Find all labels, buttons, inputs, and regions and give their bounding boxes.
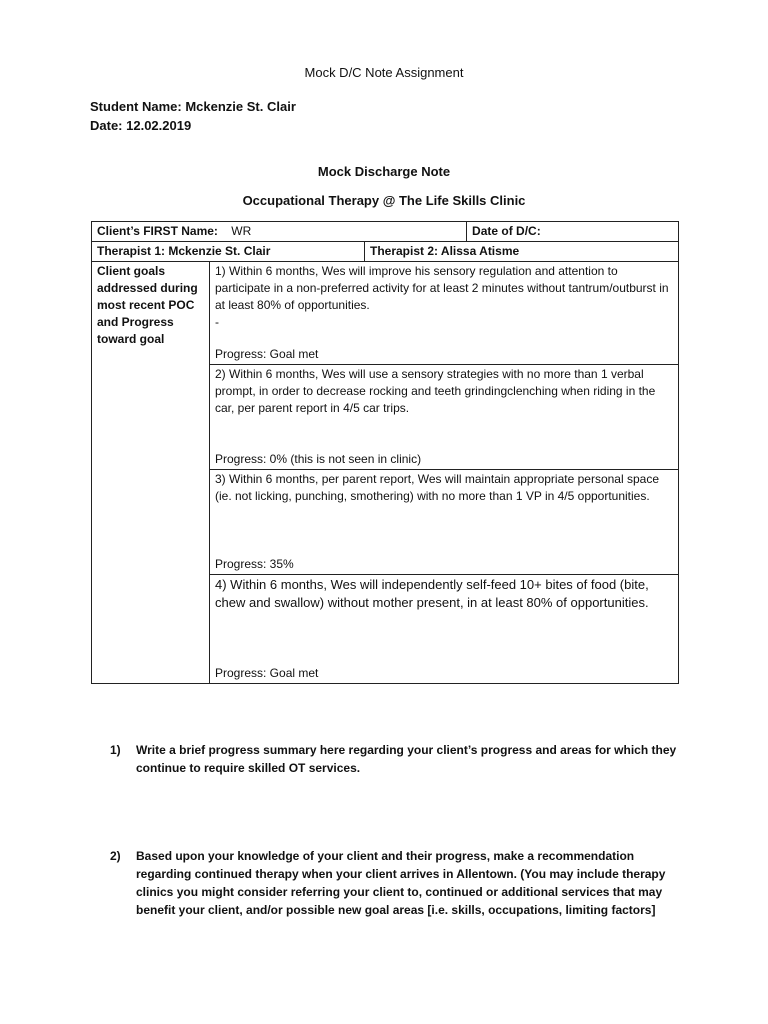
therapist-1-cell — [92, 242, 365, 262]
date-of-dc-label: Date of D/C: — [472, 224, 541, 238]
table-row — [92, 242, 679, 262]
goal-3-text: 3) Within 6 months, per parent report, Wes will maintain appropriate personal space (ie. not licking, punching, smothering) with no more than 1 VP in 4/5 opportunities. — [215, 472, 659, 503]
question-2-text: Based upon your knowledge of your client and their progress, make a recommendation regarding continued therapy when your client arrives in Allentown. (You may include therapy clinics you might consider referring your client to, continued or additional services that may benefit your client, and/or possible new goal areas [i.e. skills, occupations, limiting factors] — [136, 849, 666, 917]
clinic-heading: Occupational Therapy @ The Life Skills Clinic — [242, 193, 526, 208]
goal-1-progress: Progress: Goal met — [215, 347, 319, 361]
goal-4-cell — [210, 575, 679, 684]
question-1-number: 1) — [110, 743, 121, 757]
date-of-dc-cell — [467, 222, 679, 242]
goal-4-progress: Progress: Goal met — [215, 666, 319, 680]
goal-3-progress: Progress: 35% — [215, 557, 294, 571]
table-row — [92, 222, 679, 242]
client-name-label: Client’s FIRST Name: — [97, 224, 218, 238]
document-date: Date: 12.02.2019 — [90, 118, 192, 133]
goal-1-text: 1) Within 6 months, Wes will improve his sensory regulation and attention to participate in a non-preferred activity for at least 2 minutes without tantrum/outburst in at least 80% of opportunities. — [215, 264, 669, 312]
therapist-1: Therapist 1: Mckenzie St. Clair — [97, 244, 271, 258]
client-name-value: WR — [231, 224, 252, 238]
document-title: Mock D/C Note Assignment — [304, 65, 464, 80]
goal-2-text: 2) Within 6 months, Wes will use a sensory strategies with no more than 1 verbal prompt, in order to decrease rocking and teeth grindingclenching when riding in the car, per parent report in 4/5 car trips. — [215, 367, 656, 415]
client-name-cell — [92, 222, 467, 242]
table-row — [92, 262, 679, 365]
question-2-number: 2) — [110, 849, 121, 863]
discharge-note-table — [91, 221, 679, 684]
goal-4-text: 4) Within 6 months, Wes will independently self-feed 10+ bites of food (bite, chew and swallow) without mother present, in at least 80% of opportunities. — [215, 577, 649, 610]
note-heading: Mock Discharge Note — [317, 164, 451, 179]
therapist-2-cell — [365, 242, 679, 262]
question-1-text: Write a brief progress summary here regarding your client’s progress and areas for which they continue to require skilled OT services. — [136, 743, 677, 775]
goals-label-cell — [92, 262, 210, 684]
question-2 — [110, 847, 690, 919]
question-1 — [110, 741, 690, 777]
therapist-2: Therapist 2: Alissa Atisme — [370, 244, 520, 258]
student-name: Student Name: Mckenzie St. Clair — [90, 99, 296, 114]
goals-label: Client goals addressed during most recent POC and Progress toward goal — [97, 264, 198, 346]
goal-1-cell — [210, 262, 679, 365]
goal-2-cell — [210, 365, 679, 470]
goal-1-extra: - — [215, 315, 219, 329]
goal-2-progress: Progress: 0% (this is not seen in clinic) — [215, 452, 422, 466]
goal-3-cell — [210, 470, 679, 575]
